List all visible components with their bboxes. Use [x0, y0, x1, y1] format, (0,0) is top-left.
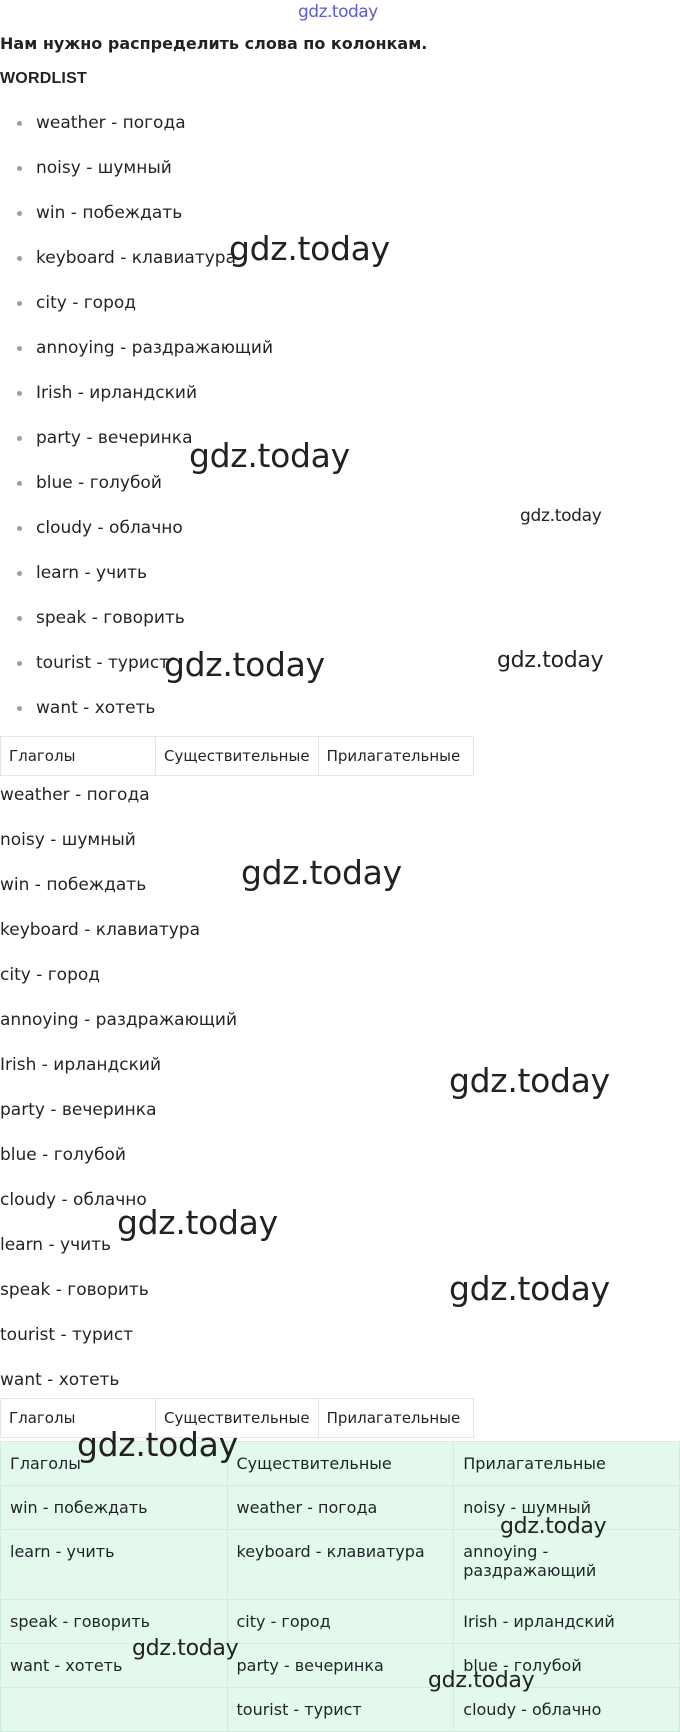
table-header-cell: Прилагательные [318, 737, 473, 776]
list-item: keyboard - клавиатура [0, 920, 200, 940]
watermark: gdz.today [164, 645, 325, 684]
table-row [1, 1600, 680, 1644]
watermark: gdz.today [428, 1668, 535, 1693]
table-row [1, 1644, 680, 1688]
table-cell: cloudy - облачно [454, 1688, 680, 1732]
list-item-text: learn - учить [36, 563, 148, 583]
list-item-text: cloudy - облачно [36, 518, 183, 538]
list-item-text: want - хотеть [36, 698, 156, 718]
list-item-text: noisy - шумный [36, 158, 172, 178]
list-item: win - побеждать [0, 875, 147, 895]
bullet-icon [17, 301, 22, 306]
watermark: gdz.today [189, 436, 350, 475]
table-cell: Irish - ирландский [454, 1600, 680, 1644]
list-item-text: annoying - раздражающий [36, 338, 274, 358]
table-header-cell: Существительные [227, 1442, 454, 1486]
table-row [1, 1486, 680, 1530]
site-logo[interactable]: gdz.today [298, 2, 378, 22]
bullet-icon [17, 211, 22, 216]
table-header-cell: Прилагательные [454, 1442, 680, 1486]
bullet-icon [17, 661, 22, 666]
answer-table [0, 1441, 680, 1732]
table-cell: city - город [227, 1600, 454, 1644]
watermark: gdz.today [520, 506, 602, 526]
table-cell: want - хотеть [1, 1644, 228, 1688]
table-cell: win - побеждать [1, 1486, 228, 1530]
list-item-text: keyboard - клавиатура [36, 248, 236, 268]
table-cell: learn - учить [1, 1530, 228, 1600]
watermark: gdz.today [449, 1061, 610, 1100]
list-item: want - хотеть [0, 1370, 120, 1390]
watermark: gdz.today [132, 1636, 239, 1661]
watermark: gdz.today [497, 648, 604, 673]
bullet-icon [17, 391, 22, 396]
watermark: gdz.today [229, 229, 390, 268]
list-item: noisy - шумный [0, 830, 136, 850]
table-row [1, 737, 474, 776]
bullet-icon [17, 571, 22, 576]
table-header-cell: Существительные [156, 737, 319, 776]
table-header-cell: Глаголы [1, 737, 156, 776]
bullet-icon [17, 616, 22, 621]
list-item-text: speak - говорить [36, 608, 185, 628]
bullet-icon [17, 481, 22, 486]
list-item: cloudy - облачно [0, 1190, 147, 1210]
watermark: gdz.today [77, 1425, 238, 1464]
list-item: Irish - ирландский [0, 1055, 162, 1075]
table-cell: speak - говорить [1, 1600, 228, 1644]
table-cell: keyboard - клавиатура [227, 1530, 454, 1600]
watermark: gdz.today [500, 1514, 607, 1539]
table-header-row [1, 1442, 680, 1486]
watermark: gdz.today [241, 853, 402, 892]
list-item-text: weather - погода [36, 113, 186, 133]
watermark: gdz.today [117, 1203, 278, 1242]
watermark: gdz.today [449, 1269, 610, 1308]
table-row [1, 1399, 474, 1438]
table-row [1, 1530, 680, 1600]
empty-header-table-2 [0, 1398, 474, 1438]
list-item: party - вечеринка [0, 1100, 157, 1120]
list-item: blue - голубой [0, 1145, 126, 1165]
list-item-text: Irish - ирландский [36, 383, 198, 403]
bullet-icon [17, 121, 22, 126]
table-cell: noisy - шумный [454, 1486, 680, 1530]
bullet-icon [17, 346, 22, 351]
empty-header-table-1 [0, 736, 474, 776]
list-item-text: tourist - турист [36, 653, 170, 673]
bullet-icon [17, 526, 22, 531]
table-header-cell: Глаголы [1, 1399, 156, 1438]
list-item: weather - погода [0, 785, 150, 805]
list-item-text: blue - голубой [36, 473, 162, 493]
list-item-text: party - вечеринка [36, 428, 193, 448]
table-cell: tourist - турист [227, 1688, 454, 1732]
bullet-icon [17, 706, 22, 711]
bullet-icon [17, 256, 22, 261]
table-header-cell: Прилагательные [318, 1399, 473, 1438]
bullet-icon [17, 436, 22, 441]
table-cell: party - вечеринка [227, 1644, 454, 1688]
list-item-text: city - город [36, 293, 137, 313]
list-item: annoying - раздражающий [0, 1010, 238, 1030]
table-row [1, 1688, 680, 1732]
list-item: city - город [0, 965, 101, 985]
list-item: speak - говорить [0, 1280, 149, 1300]
table-cell [1, 1688, 228, 1732]
table-cell: blue - голубой [454, 1644, 680, 1688]
wordlist-title: WORDLIST [0, 70, 87, 87]
list-item: tourist - турист [0, 1325, 134, 1345]
table-header-cell: Глаголы [1, 1442, 228, 1486]
wordlist-plain [0, 784, 237, 1414]
table-header-cell: Существительные [156, 1399, 319, 1438]
table-cell: weather - погода [227, 1486, 454, 1530]
list-item: learn - учить [0, 1235, 112, 1255]
task-heading: Нам нужно распределить слова по колонкам. [0, 34, 428, 53]
list-item-text: win - побеждать [36, 203, 183, 223]
table-cell: annoying - раздражающий [454, 1530, 680, 1600]
bullet-icon [17, 166, 22, 171]
